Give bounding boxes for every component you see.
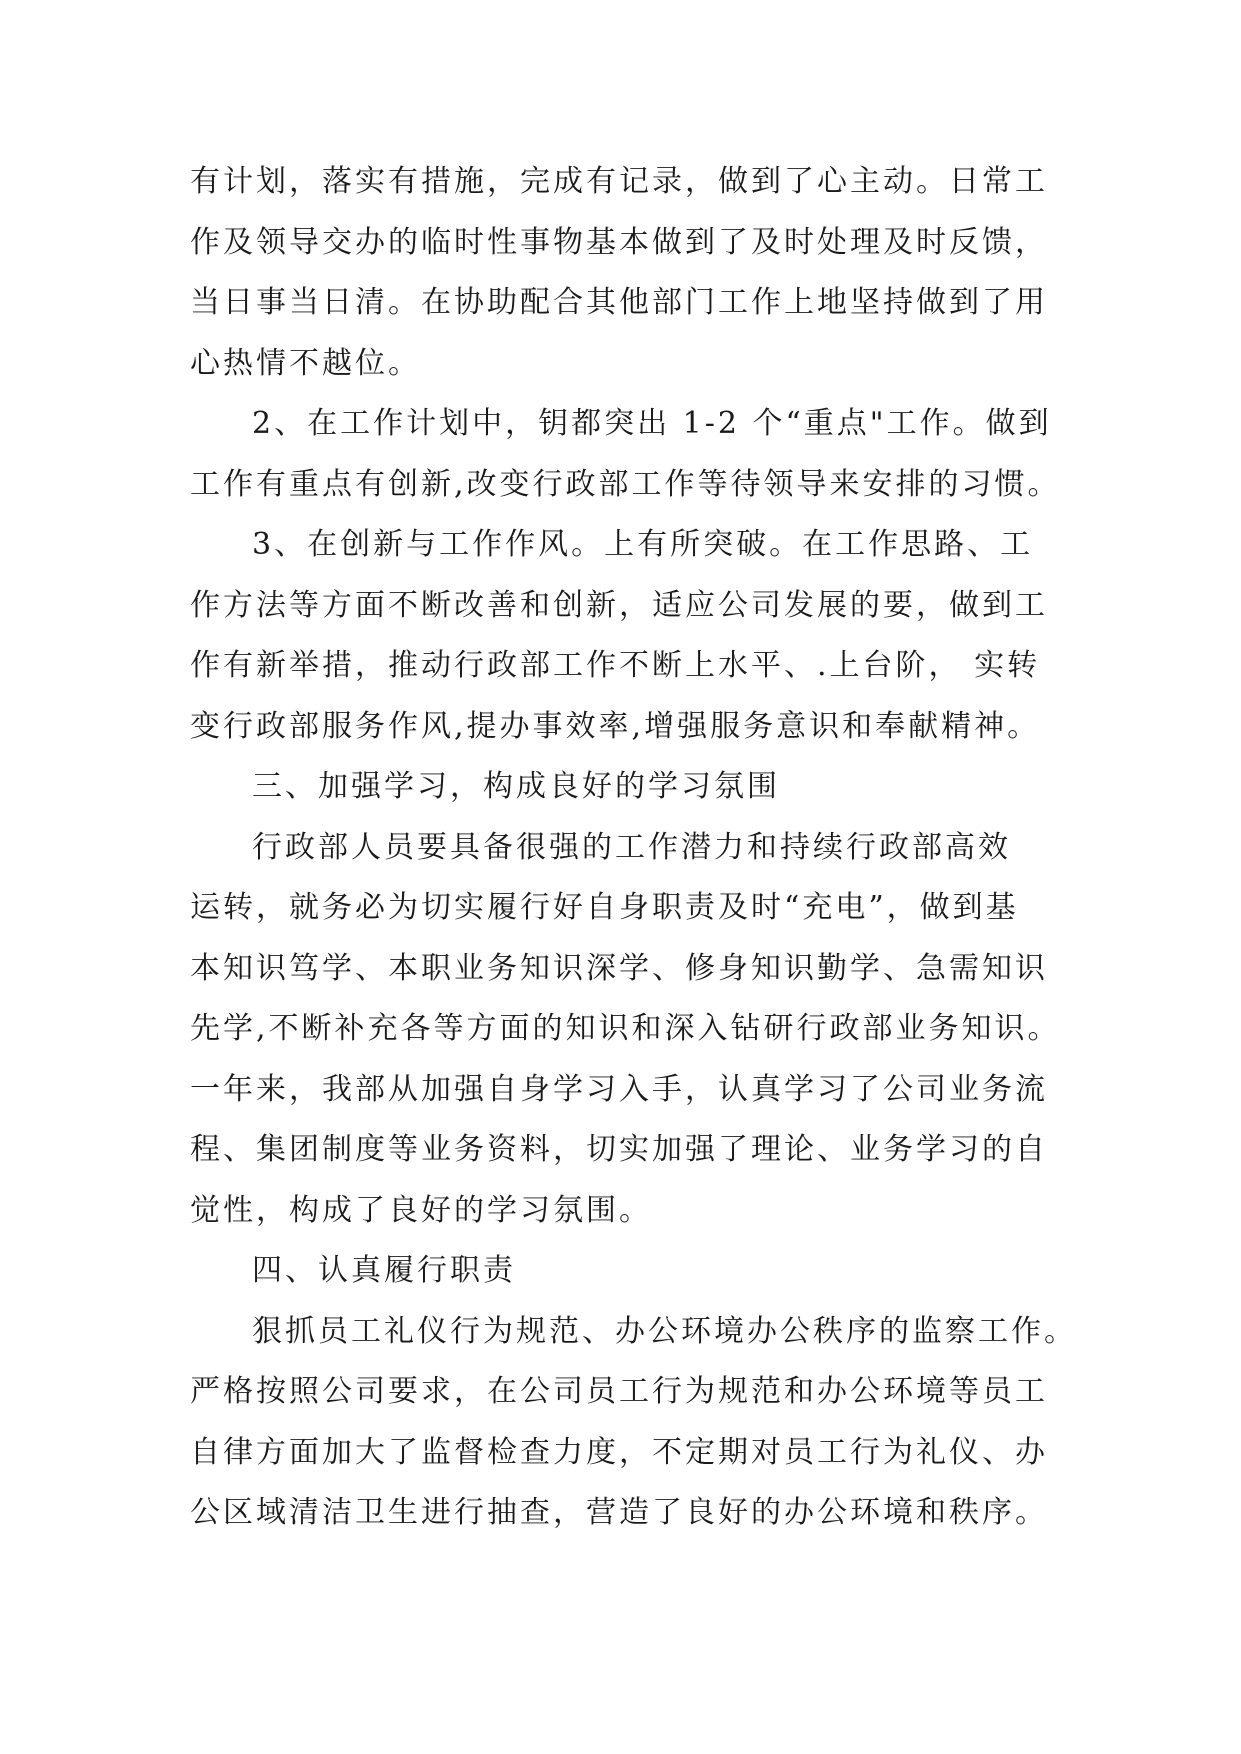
text-line: 3、在创新与工作作风。上有所突破。在工作思路、工 [252, 527, 1034, 562]
text-line: 2、在工作计划中，钥都突出 1-2 个“重点"工作。做到 [252, 406, 1052, 441]
text-line: 当日事当日清。在协助配合其他部门工作上地坚持做到了用 [190, 285, 1048, 320]
text-line: 心热情不越位。 [190, 345, 421, 381]
text-line: 作方法等方面不断改善和创新，适应公司发展的要，做到工 [190, 587, 1048, 623]
text-line: 行政部人员要具备很强的工作潜力和持续行政部高效 [252, 829, 1011, 865]
text-line: 一年来，我部从加强自身学习入手，认真学习了公司业务流 [190, 1071, 1048, 1107]
text-line: 三、加强学习，构成良好的学习氛围 [252, 769, 780, 804]
text-line: 四、认真履行职责 [252, 1253, 516, 1288]
text-line: 自律方面加大了监督检查力度，不定期对员工行为礼仪、办 [190, 1434, 1048, 1470]
text-line: 公区域清洁卫生进行抽查，营造了良好的办公环境和秩序。 [190, 1495, 1048, 1530]
text-line: 变行政部服务作风,提办事效率,增强服务意识和奉献精神。 [190, 708, 1041, 744]
text-line: 作及领导交办的临时性事物基本做到了及时处理及时反馈， [190, 224, 1048, 260]
text-line: 狠抓员工礼仪行为规范、办公环境办公秩序的监察工作。 [252, 1313, 1077, 1349]
text-line: 程、集团制度等业务资料，切实加强了理论、业务学习的自 [190, 1132, 1048, 1167]
text-line: 本知识笃学、本职业务知识深学、修身知识勤学、急需知识 [190, 950, 1048, 986]
text-line: 有计划，落实有措施，完成有记录，做到了心主动。日常工 [190, 164, 1048, 199]
text-line: 先学,不断补充各等方面的知识和深入钻研行政部业务知识。 [190, 1011, 1061, 1046]
text-line: 觉性，构成了良好的学习氛围。 [190, 1192, 652, 1228]
text-line: 严格按照公司要求，在公司员工行为规范和办公环境等员工 [190, 1374, 1048, 1409]
document-body [190, 152, 1090, 1544]
text-line: 工作有重点有创新,改变行政部工作等待领导来安排的习惯。 [190, 466, 1061, 502]
text-line: 作有新举措，推动行政部工作不断上水平、.上台阶， 实转 [190, 648, 1041, 683]
text-line: 运转，就务必为切实履行好自身职责及时“充电”，做到基 [190, 890, 1019, 925]
